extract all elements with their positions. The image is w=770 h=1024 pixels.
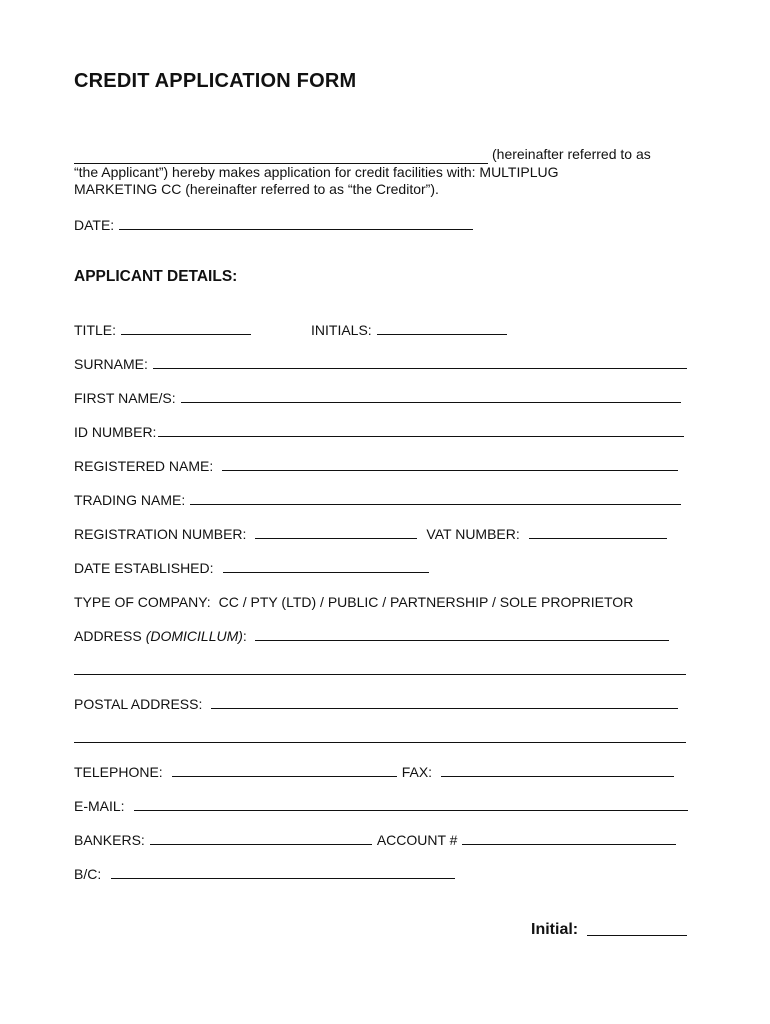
initial-row (531, 921, 687, 939)
intro-first-line (74, 146, 684, 164)
registration-vat-row (74, 524, 667, 542)
title-label: TITLE: (74, 322, 117, 338)
postal-address-blank[interactable] (211, 707, 678, 709)
trading-name-label: TRADING NAME: (74, 492, 186, 508)
bankers-account-row (74, 830, 676, 848)
fax-blank[interactable] (441, 775, 674, 777)
registered-name-label: REGISTERED NAME: (74, 458, 214, 474)
id-number-blank[interactable] (158, 435, 684, 437)
date-established-blank[interactable] (223, 571, 429, 573)
address-label: ADDRESS (74, 628, 142, 644)
account-label: ACCOUNT # (376, 832, 458, 848)
telephone-label: TELEPHONE: (74, 764, 163, 780)
bc-row (74, 864, 455, 882)
initial-label: Initial: (531, 921, 579, 938)
first-names-label: FIRST NAME/S: (74, 390, 176, 406)
postal-continuation-row (74, 728, 686, 746)
account-blank[interactable] (462, 843, 676, 845)
registration-number-blank[interactable] (255, 537, 417, 539)
date-label: DATE: (74, 217, 115, 233)
telephone-fax-row (74, 762, 674, 780)
address-colon: : (242, 628, 247, 644)
telephone-blank[interactable] (172, 775, 397, 777)
initial-blank[interactable] (587, 935, 687, 936)
intro-line3: MARKETING CC (hereinafter referred to as “the Creditor”). (74, 181, 439, 197)
intro-paragraph (74, 146, 684, 199)
email-row (74, 796, 688, 814)
trading-name-row (74, 490, 681, 508)
bankers-label: BANKERS: (74, 832, 145, 848)
title-blank[interactable] (121, 333, 251, 335)
address-continuation-blank[interactable] (74, 673, 686, 675)
registration-number-label: REGISTRATION NUMBER: (74, 526, 247, 542)
trading-name-blank[interactable] (190, 503, 681, 505)
vat-number-blank[interactable] (529, 537, 667, 539)
surname-label: SURNAME: (74, 356, 148, 372)
date-row (74, 215, 473, 233)
title-initials-row (74, 320, 507, 338)
fax-label: FAX: (401, 764, 433, 780)
company-type-label: TYPE OF COMPANY: (74, 594, 211, 610)
intro-line2: “the Applicant”) hereby makes application for credit facilities with: MULTIPLUG (74, 163, 559, 180)
surname-row (74, 354, 687, 372)
applicant-name-blank[interactable] (74, 149, 488, 164)
id-number-label: ID NUMBER: (74, 424, 157, 440)
address-row (74, 626, 669, 644)
registered-name-blank[interactable] (222, 469, 678, 471)
company-type-options[interactable]: CC / PTY (LTD) / PUBLIC / PARTNERSHIP / SOLE PROPRIETOR (218, 594, 634, 610)
postal-continuation-blank[interactable] (74, 741, 686, 743)
date-blank[interactable] (119, 228, 473, 230)
id-number-row (74, 422, 684, 440)
vat-number-label: VAT NUMBER: (426, 526, 520, 542)
address-domicillum-label: (DOMICILLUM) (145, 628, 243, 644)
date-established-label: DATE ESTABLISHED: (74, 560, 214, 576)
email-label: E-MAIL: (74, 798, 125, 814)
company-type-row (74, 592, 633, 610)
intro-line1-text: (hereinafter referred to as (492, 146, 651, 162)
bankers-blank[interactable] (150, 843, 372, 845)
initials-blank[interactable] (377, 333, 507, 335)
date-established-row (74, 558, 429, 576)
bc-blank[interactable] (111, 877, 455, 879)
first-names-blank[interactable] (181, 401, 681, 403)
initials-label: INITIALS: (311, 322, 372, 338)
bc-label: B/C: (74, 866, 102, 882)
applicant-details-heading: APPLICANT DETAILS: (74, 268, 238, 285)
address-continuation-row (74, 660, 686, 678)
postal-address-label: POSTAL ADDRESS: (74, 696, 203, 712)
first-names-row (74, 388, 681, 406)
registered-name-row (74, 456, 678, 474)
surname-blank[interactable] (153, 367, 687, 369)
form-title: CREDIT APPLICATION FORM (74, 70, 357, 92)
email-blank[interactable] (134, 809, 688, 811)
address-blank[interactable] (255, 639, 669, 641)
postal-address-row (74, 694, 678, 712)
